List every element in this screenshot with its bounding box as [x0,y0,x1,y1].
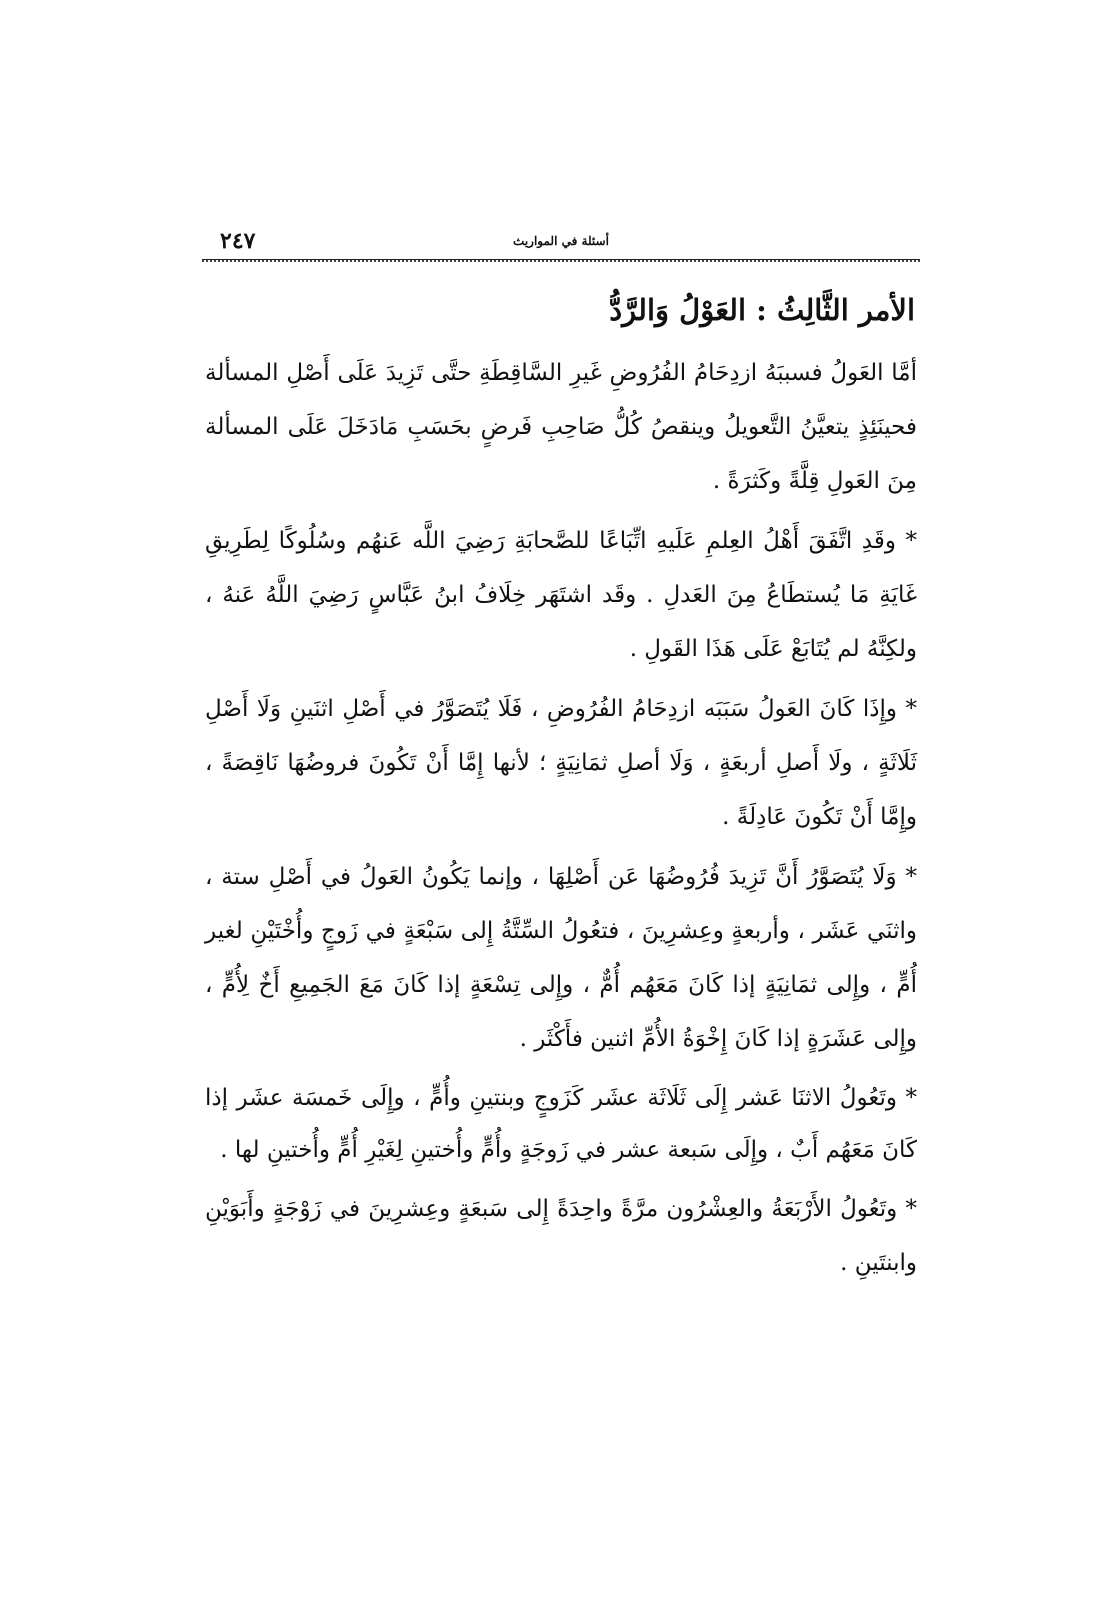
page-number: ٢٤٧ [220,228,256,254]
section-heading: الأمر الثَّالِثُ : العَوْلُ وَالرَّدُّ [609,293,915,327]
running-header [202,228,920,262]
paragraph: * وإِذَا كَانَ العَولُ سَبَبَه ازدِحَامُ الفُرُوضِ ، فَلَا يُتَصَوَّرُ في أَصْلِ اثنَينِ وَلَا أَصْلِ ثَلَاثَةٍ ، ولَا أَصلِ أربعَةٍ ، وَلَا أصلِ ثمَانِيَةٍ ؛ لأنها إِمَّا أَنْ تَكُونَ فروضُهَا نَاقِصَةً ، وإِمَّا أَنْ تَكُونَ عَادِلَةً . [205,696,917,830]
running-title: أسئلة في المواريث [513,234,609,248]
paragraph: * وتَعُولُ الاثنَا عَشر إِلَى ثَلَاثَة عشَر كَزَوجٍ وبنتينِ وأُمٍّ ، وإِلَى خَمسَة عشَر إذا كَانَ مَعَهُم أَبٌ ، وإِلَى سَبعة عشر في زَوجَةٍ وأُمٍّ وأُختينِ لِغَيْرِ أُمٍّ وأُختينِ لها . [205,1085,917,1163]
paragraph: * وَلَا يُتَصَوَّرُ أَنَّ تَزِيدَ فُرُوضُهَا عَن أَصْلِهَا ، وإنما يَكُونُ العَولُ في أَصْلِ ستة ، واثنَي عَشَر ، وأربعةٍ وعِشرِينَ ، فتعُولُ السِّتَّةُ إِلى سَبْعَةٍ في زَوجٍ وأُخْتَيْنِ لغير أُمٍّ ، وإِلى ثمَانِيَةٍ إذا كَانَ مَعَهُم أُمٌّ ، وإِلى تِسْعَةٍ إذا كَانَ مَعَ الجَمِيعِ أَخٌ لِأُمٍّ ، وإِلى عَشَرَةٍ إذا كَانَ إِخْوَةُ الأُمِّ اثنين فأَكْثَر . [205,864,917,1052]
header-rule [202,259,920,262]
page-body [205,288,917,1296]
paragraph: * وتَعُولُ الأَرْبَعَةُ والعِشْرُون مرَّةً واحِدَةً إِلى سَبعَةٍ وعِشرِينَ في زَوْجَةٍ وأَبَوَيْنِ وابنتَينِ . [205,1196,917,1276]
paragraph: أمَّا العَولُ فسببَهُ ازدِحَامُ الفُرُوضِ غَيرِ السَّاقِطَةِ حتَّى تَزِيدَ عَلَى أَصْلِ المسألة فحينَئِذٍ يتعيَّنُ التَّعويلُ وينقصُ كُلُّ صَاحِبِ فَرضٍ بحَسَبِ مَادَخَلَ عَلَى المسألة مِنَ العَولِ قِلَّةً وكَثرَةً . [205,360,917,494]
paragraph: * وقَدِ اتَّفَقَ أَهْلُ العِلمِ عَلَيهِ اتِّبَاعًا للصَّحابَةِ رَضِيَ اللَّه عَنهُم وسُلُوكًا لِطَرِيقِ غَايَةِ مَا يُستطَاعُ مِنَ العَدلِ . وقَد اشتَهَر خِلَافُ ابنُ عَبَّاسٍ رَضِيَ اللَّهُ عَنهُ ، ولكِنَّهُ لم يُتَابَعْ عَلَى هَذَا القَولِ . [205,528,917,662]
